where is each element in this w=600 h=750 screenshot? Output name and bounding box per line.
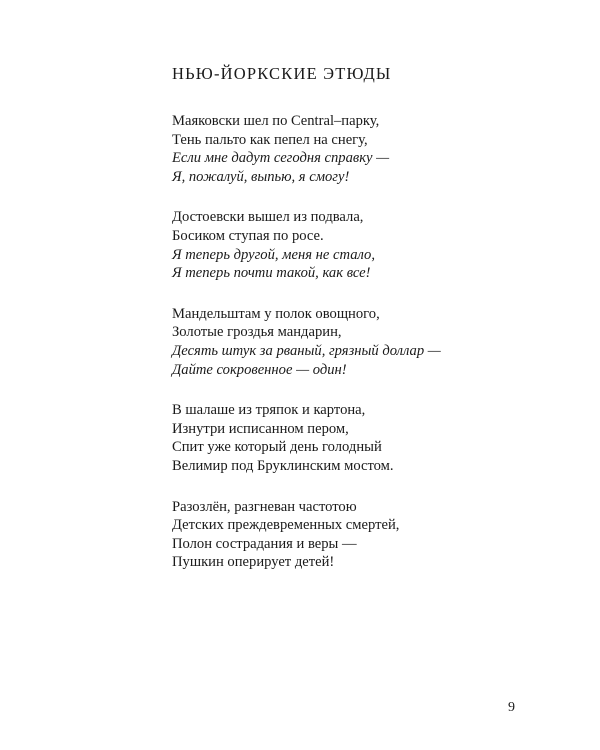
poem-line-italic: Десять штук за рваный, грязный доллар — (172, 342, 441, 359)
poem-line-italic: Дайте сокровенное — один! (172, 361, 347, 378)
poem-line: Достоевски вышел из подвала, (172, 209, 364, 226)
stanza (172, 498, 572, 572)
poem-line: Золотые гроздья мандарин, (172, 324, 342, 341)
stanza (172, 305, 572, 379)
poem-line-italic: Я, пожалуй, выпью, я смогу! (172, 168, 350, 185)
stanza (172, 208, 572, 282)
poem-line: Изнутри исписанном пером, (172, 420, 349, 437)
poem-line: Маяковски шел по Central–парку, (172, 113, 380, 129)
poem-line: Детских преждевременных смертей, (172, 517, 400, 534)
poem-line-italic: Если мне дадут сегодня справку — (172, 150, 390, 167)
poem-line: Босиком ступая по росе. (172, 227, 324, 244)
poem-line: Пушкин оперирует детей! (172, 554, 335, 571)
poem-line: Велимир под Бруклинским мостом. (172, 457, 394, 474)
poem-line: Полон сострадания и веры — (172, 535, 357, 552)
poem-line: Разозлён, разгневан частотою (172, 498, 357, 515)
poem-body (172, 112, 572, 594)
poem-line-italic: Я теперь почти такой, как все! (172, 265, 371, 282)
page-number: 9 (508, 700, 515, 715)
poem-line: Спит уже который день голодный (172, 439, 382, 456)
poem-line-italic: Я теперь другой, меня не стало, (172, 246, 375, 263)
page-title: НЬЮ-ЙОРКСКИЕ ЭТЮДЫ (172, 64, 392, 83)
stanza (172, 401, 572, 475)
stanza (172, 112, 572, 186)
poem-line: В шалаше из тряпок и картона, (172, 402, 366, 419)
poem-line: Мандельштам у полок овощного, (172, 305, 380, 322)
poem-line: Тень пальто как пепел на снегу, (172, 131, 368, 148)
